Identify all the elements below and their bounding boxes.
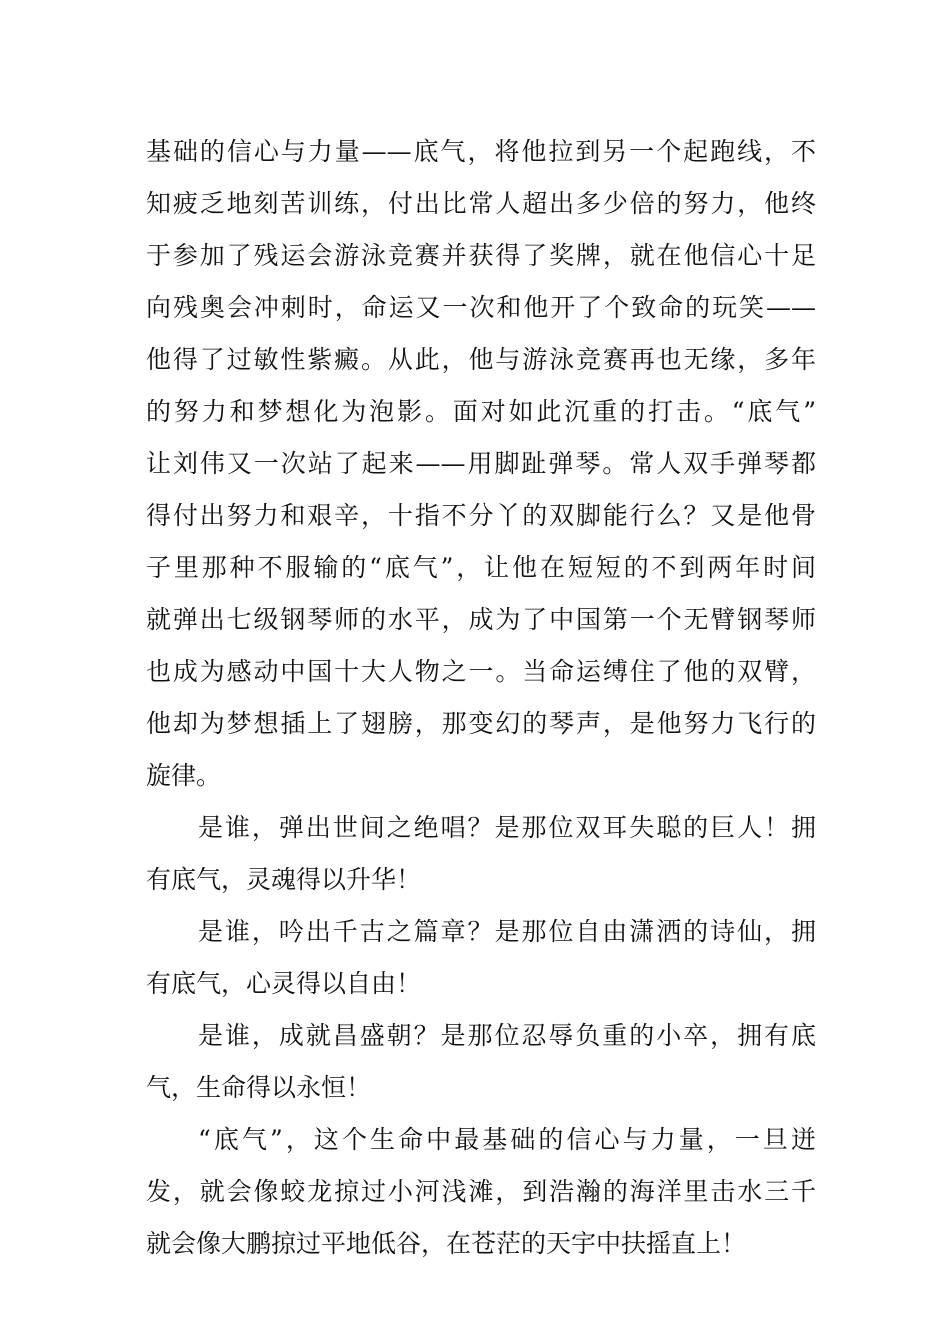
text-line: 就会像大鹏掠过平地低谷，在苍茫的天宇中扶摇直上！ [146,1229,747,1258]
text-line: “底气”，这个生命中最基础的信心与力量，一旦迸 [198,1125,816,1154]
text-line: 得付出努力和艰辛，十指不分丫的双脚能行么？又是他骨 [146,501,816,530]
text-line: 知疲乏地刻苦训练，付出比常人超出多少倍的努力，他终 [146,189,816,218]
text-line: 他得了过敏性紫癜。从此，他与游泳竞赛再也无缘，多年 [146,345,816,374]
text-line: 也成为感动中国十大人物之一。当命运缚住了他的双臂， [146,657,816,686]
text-line: 于参加了残运会游泳竞赛并获得了奖牌，就在他信心十足 [146,241,816,270]
text-line: 让刘伟又一次站了起来——用脚趾弹琴。常人双手弹琴都 [146,449,816,478]
text-line: 气，生命得以永恒！ [146,1073,372,1102]
text-line: 有底气，灵魂得以升华！ [146,865,422,894]
text-line: 发，就会像蛟龙掠过小河浅滩，到浩瀚的海洋里击水三千 [146,1177,816,1206]
text-line: 是谁，成就昌盛朝？是那位忍辱负重的小卒，拥有底 [198,1021,816,1050]
text-line: 是谁，弹出世间之绝唱？是那位双耳失聪的巨人！拥 [198,813,816,842]
text-line: 他却为梦想插上了翅膀，那变幻的琴声，是他努力飞行的 [146,709,816,738]
text-line: 向残奥会冲刺时，命运又一次和他开了个致命的玩笑—— [146,293,816,322]
text-line: 子里那种不服输的“底气”，让他在短短的不到两年时间 [146,553,816,582]
text-line: 基础的信心与力量——底气，将他拉到另一个起跑线，不 [146,137,816,166]
text-line: 有底气，心灵得以自由！ [146,969,422,998]
text-line: 的努力和梦想化为泡影。面对如此沉重的打击。“底气” [146,397,816,426]
text-line: 旋律。 [146,761,222,790]
essay-text [146,126,816,1270]
text-line: 是谁，吟出千古之篇章？是那位自由潇洒的诗仙，拥 [198,917,816,946]
text-line: 就弹出七级钢琴师的水平，成为了中国第一个无臂钢琴师 [146,605,816,634]
